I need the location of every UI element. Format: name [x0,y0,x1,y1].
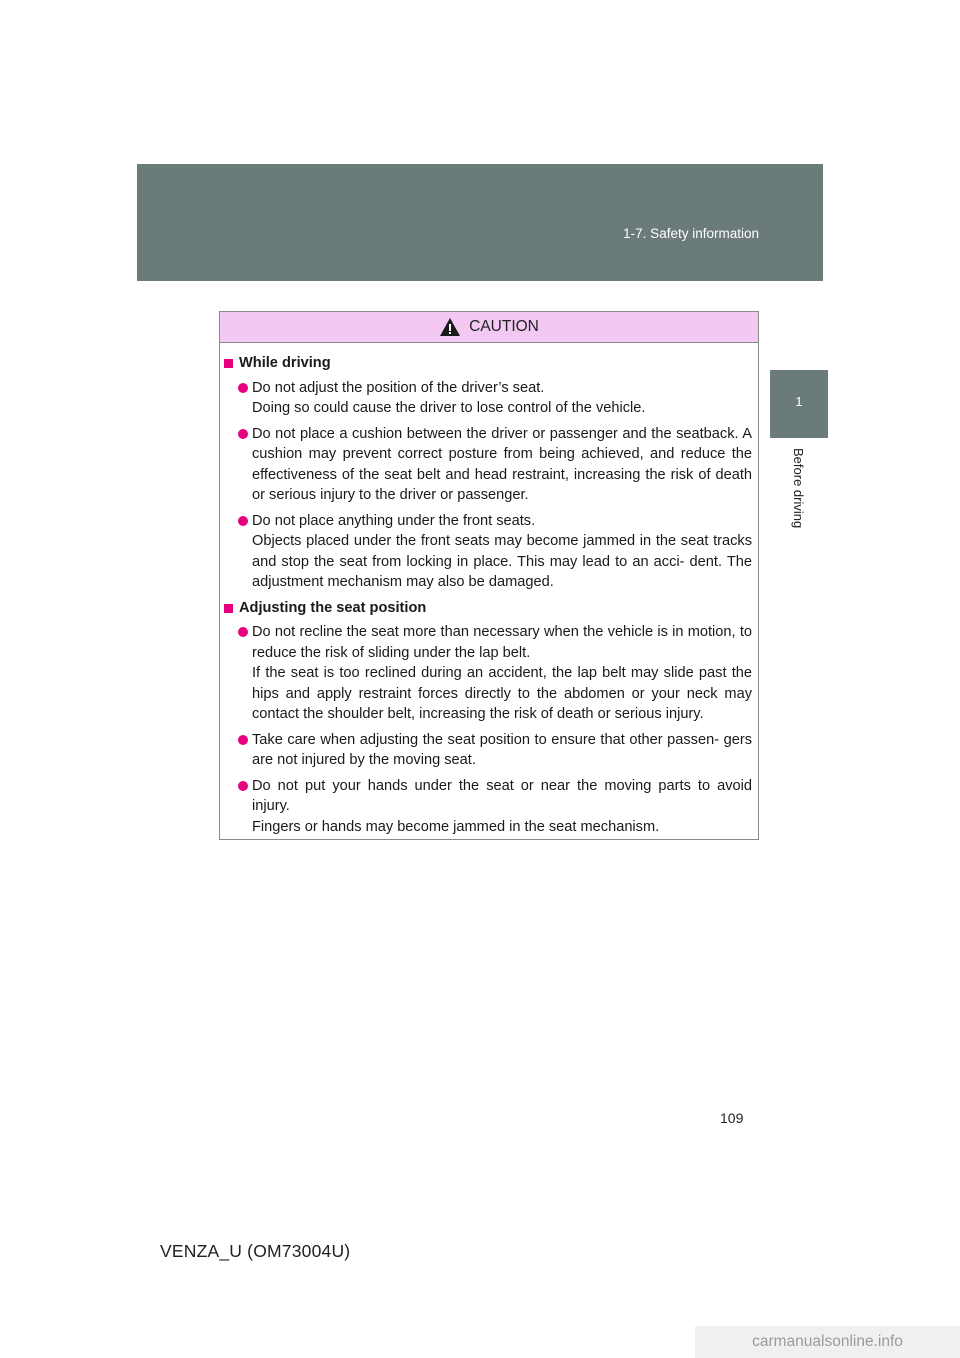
round-bullet-icon [238,735,248,745]
item-text: Do not place a cushion between the driver or passenger and the seatback. A cushion may prevent correct posture from being achieved, and reduce the effectiveness of the seat belt and head restraint, increasing the risk of death or serious injury to the driver or passenger. [252,425,752,503]
item-text: If the seat is too reclined during an accident, the lap belt may slide past the hips and apply restraint forces directly to the abdomen or your neck may contact the shoulder belt, increasing the risk of death or serious injury. [252,665,752,722]
round-bullet-icon [238,516,248,526]
round-bullet-icon [238,781,248,791]
topic-heading: Adjusting the seat position [224,598,752,619]
item-text: Do not place anything under the front seats. [252,512,536,529]
section-title: 1-7. Safety information [623,226,759,241]
item-text: Take care when adjusting the seat position to ensure that other passen- gers are not injured by the moving seat. [252,731,752,768]
model-code: VENZA_U (OM73004U) [160,1241,351,1261]
chapter-tab[interactable] [770,370,828,438]
caution-item [224,622,752,725]
caution-box [219,311,759,840]
caution-title: CAUTION [469,318,539,335]
caution-body [220,343,758,837]
chapter-label: Before driving [791,448,806,529]
caution-item [224,424,752,506]
item-text: Do not recline the seat more than necessary when the vehicle is in motion, to reduce the risk of sliding under the lap belt. [252,624,752,661]
round-bullet-icon [238,429,248,439]
item-text: Doing so could cause the driver to lose control of the vehicle. [252,400,646,416]
square-bullet-icon [224,359,233,368]
caution-item [224,378,752,419]
caution-item [224,511,752,593]
square-bullet-icon [224,604,233,613]
chapter-number: 1 [795,394,803,409]
caution-item [224,776,752,838]
warning-triangle-icon [439,317,461,337]
round-bullet-icon [238,383,248,393]
caution-header [220,312,758,343]
header-band [137,164,823,281]
round-bullet-icon [238,627,248,637]
item-text: Objects placed under the front seats may become jammed in the seat tracks and stop the seat from locking in place. This may lead to an acci- dent. The adjustment mechanism may also be damaged. [252,533,752,590]
topic-heading: While driving [224,353,752,374]
item-text: Fingers or hands may become jammed in the seat mechanism. [252,818,660,835]
item-text: Do not adjust the position of the driver’s seat. [252,379,545,396]
page-number: 109 [720,1110,744,1126]
caution-item [224,730,752,771]
item-text: Do not put your hands under the seat or near the moving parts to avoid injury. [252,777,752,814]
watermark[interactable]: carmanualsonline.info [695,1326,960,1358]
